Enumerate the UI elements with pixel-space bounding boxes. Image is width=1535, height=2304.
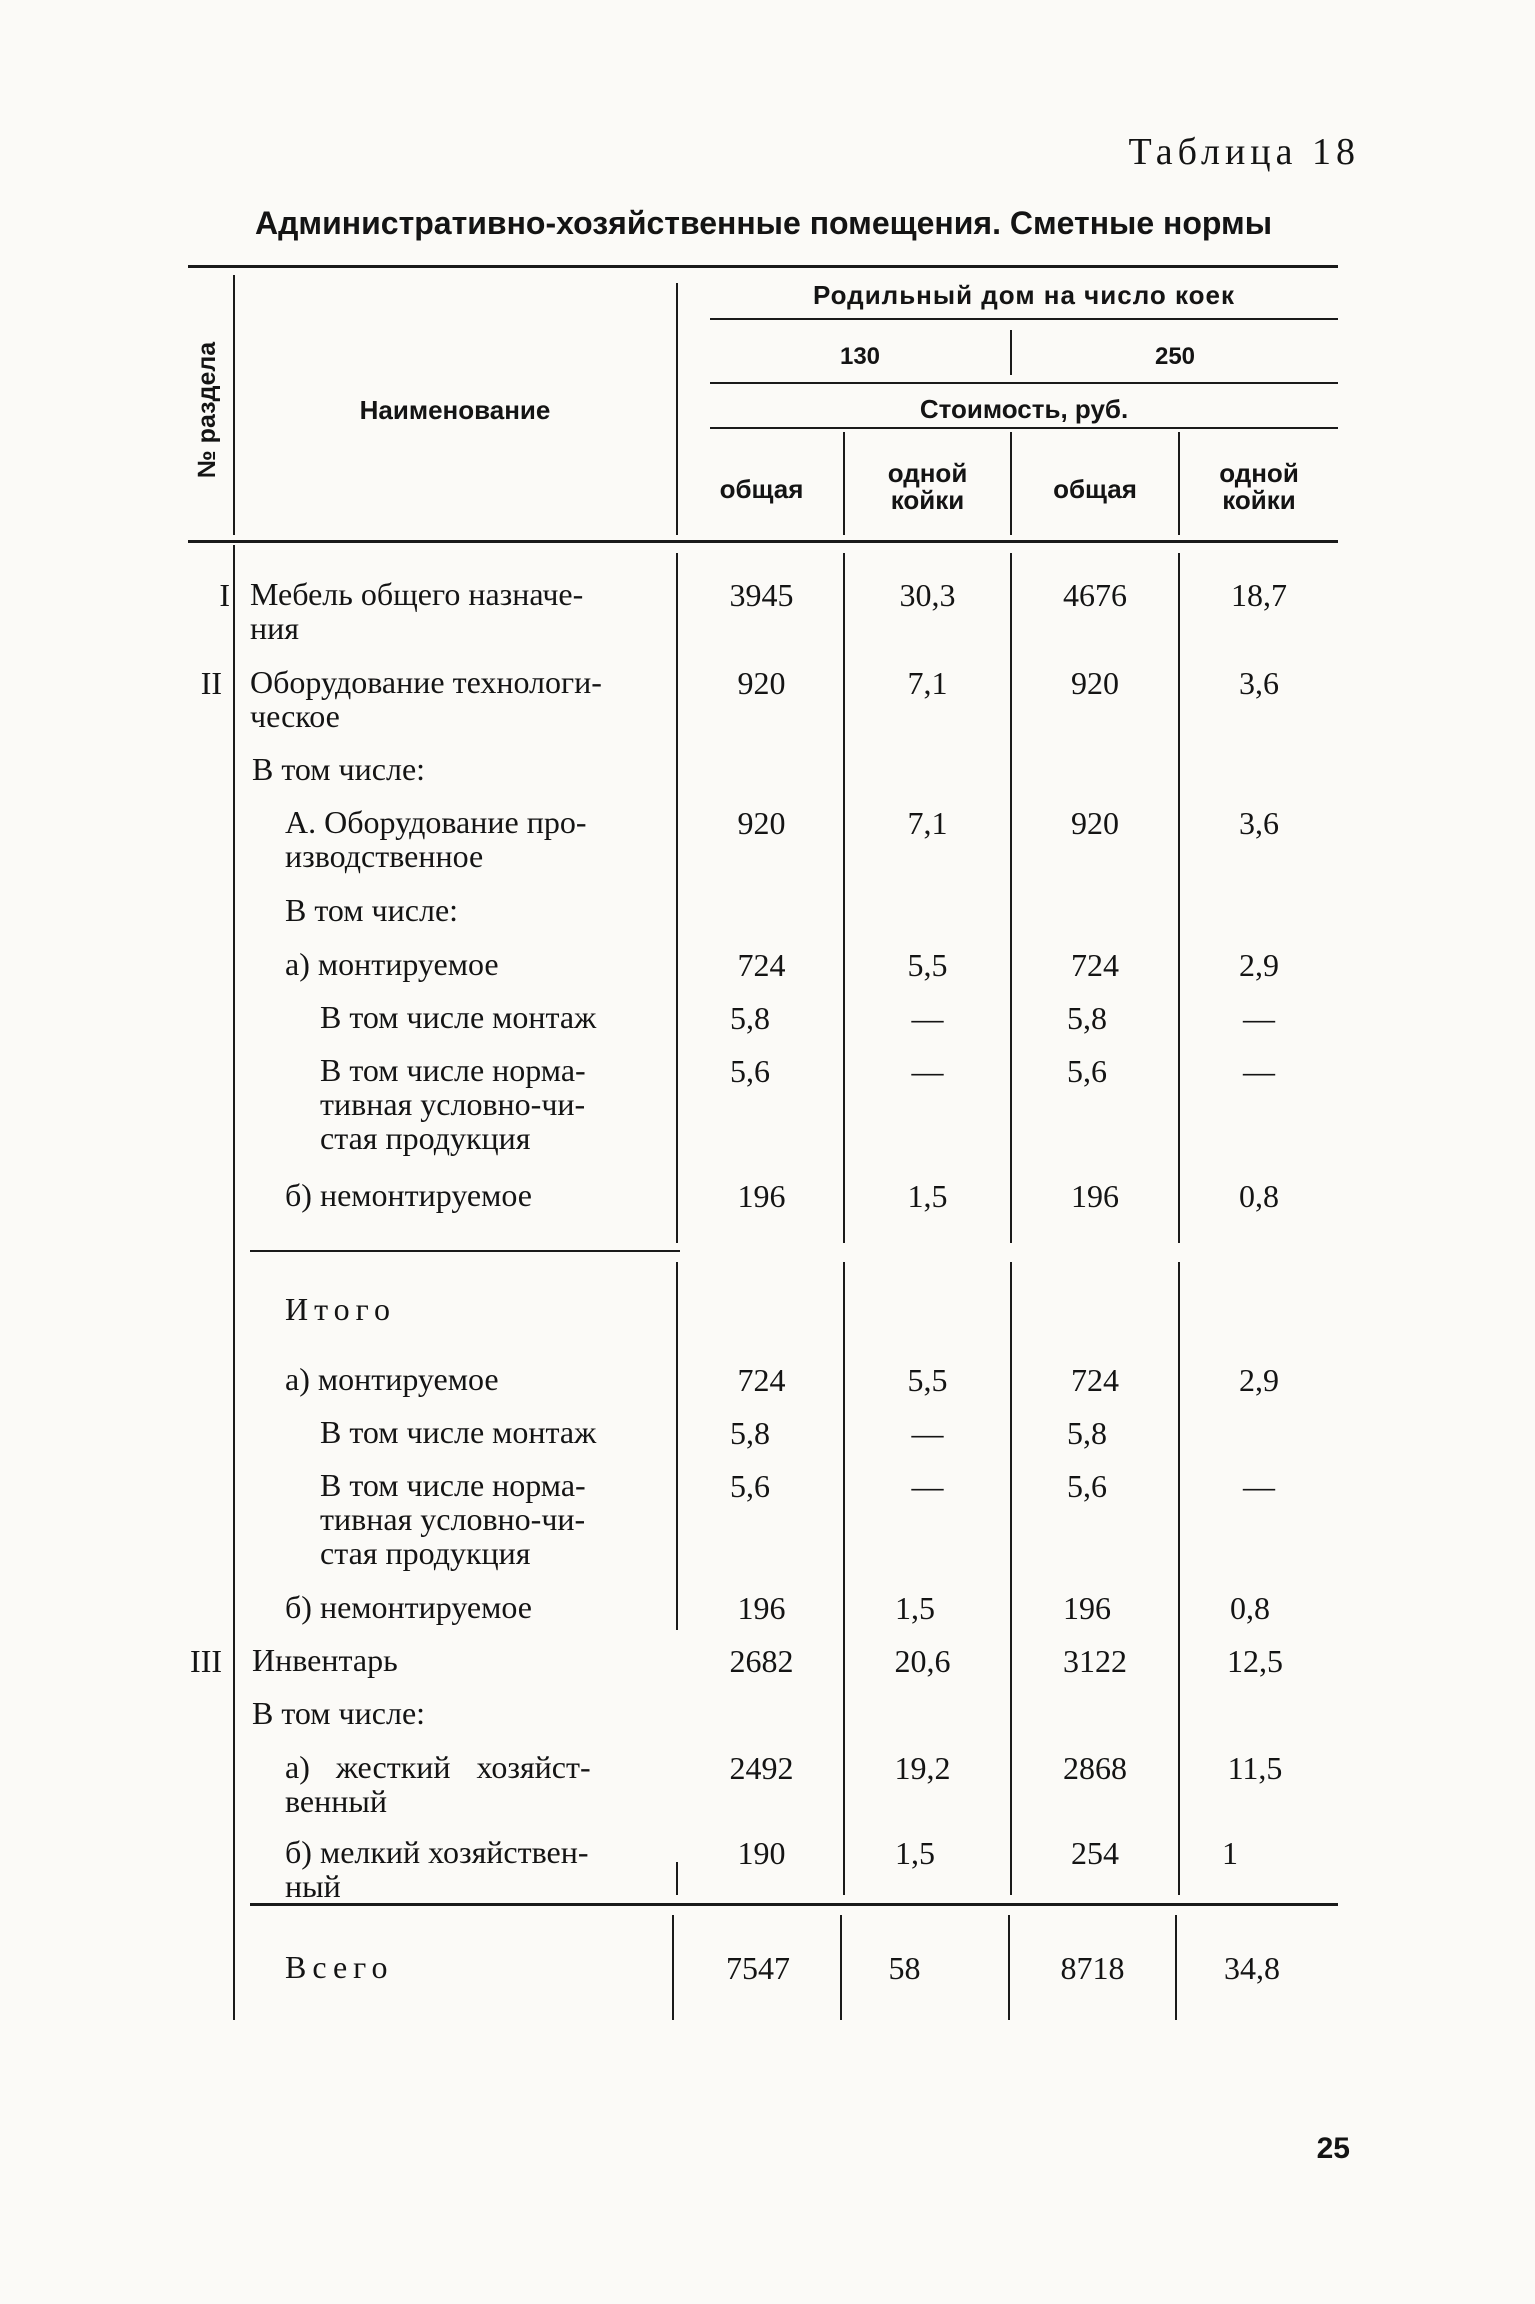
body-vline-name-3 xyxy=(676,1862,678,1895)
body-vline-c2-1 xyxy=(1010,553,1012,1243)
header-rule-beds xyxy=(710,382,1338,384)
body-vline-name-1 xyxy=(676,553,678,1243)
header-vline-section xyxy=(233,275,235,535)
header-rule-group xyxy=(710,318,1338,320)
table-number: Таблица 18 xyxy=(1128,131,1360,173)
body-vline-c1-1 xyxy=(843,553,845,1243)
header-bottom-rule xyxy=(188,540,1338,543)
header-beds-250: 250 xyxy=(1154,343,1196,370)
header-total-250: общая xyxy=(1053,474,1137,504)
body-vline-section xyxy=(233,545,235,2020)
header-total-130: общая xyxy=(719,474,804,504)
table-title: Административно-хозяйственные помещения. Сметные нормы xyxy=(255,205,1273,241)
header-per-bed-250: одной койки xyxy=(1219,458,1299,515)
document-page: Таблица 18 Административно-хозяйственные помещения. Сметные нормы № раздела Наименование Родильный дом на число коек 130 250 Стоимость, руб. общая одной койки общая одной койки I Мебель общего назначе- ния 3945 30,3 4676 18,7 II Оборудование технологи- ческое 920 7,1 920 3,6 В том числе: А. Оборудование про- изводственное 920 7,1 920 3,6 В том числе: а) монтируемое 724 5,5 724 2,9 В том числе монтаж 5,8 — 5,8 — В том числе норма- тивная условно-чи- стая продукция 5,6 — 5,6 — б) немонтируемое 196 1,5 196 0,8 Итого а) монтируемое 724 5,5 724 2,9 В том числе монтаж 5,8 — 5,8 В том числе норма- тивная условно-чи- стая продукция 5,6 — 5,6 — б) немонтируемое 196 1,5 196 0,8 III Инвентарь 2682 20,6 3122 12,5 В том числе: а) жесткий хозяйст- венный 2492 19,2 2868 11,5 б) мелкий хозяйствен- ный 190 1,5 254 1 Всего 7547 58 8718 34,8 25 xyxy=(0,0,1535,2304)
body-vline-c1-2 xyxy=(843,1262,845,1895)
header-rule-cost xyxy=(710,427,1338,429)
header-name: Наименование xyxy=(359,395,551,425)
header-maternity-group: Родильный дом на число коек xyxy=(812,280,1236,310)
body-vline-c3-1 xyxy=(1178,553,1180,1243)
body-vline-c2-2 xyxy=(1010,1262,1012,1895)
header-per-bed-130: одной койки xyxy=(887,458,968,515)
page-number: 25 xyxy=(1316,2132,1350,2165)
header-cost: Стоимость, руб. xyxy=(919,394,1129,424)
body-vline-name-2 xyxy=(676,1262,678,1630)
subtotal-rule xyxy=(250,1250,680,1252)
total-rule xyxy=(250,1903,1338,1906)
header-beds-130: 130 xyxy=(839,343,881,370)
header-vline-name xyxy=(676,283,678,535)
body-vline-c3-2 xyxy=(1178,1262,1180,1895)
total-vline-name xyxy=(672,1915,674,2020)
table-top-rule xyxy=(188,265,1338,268)
header-section-number: № раздела xyxy=(193,341,221,479)
